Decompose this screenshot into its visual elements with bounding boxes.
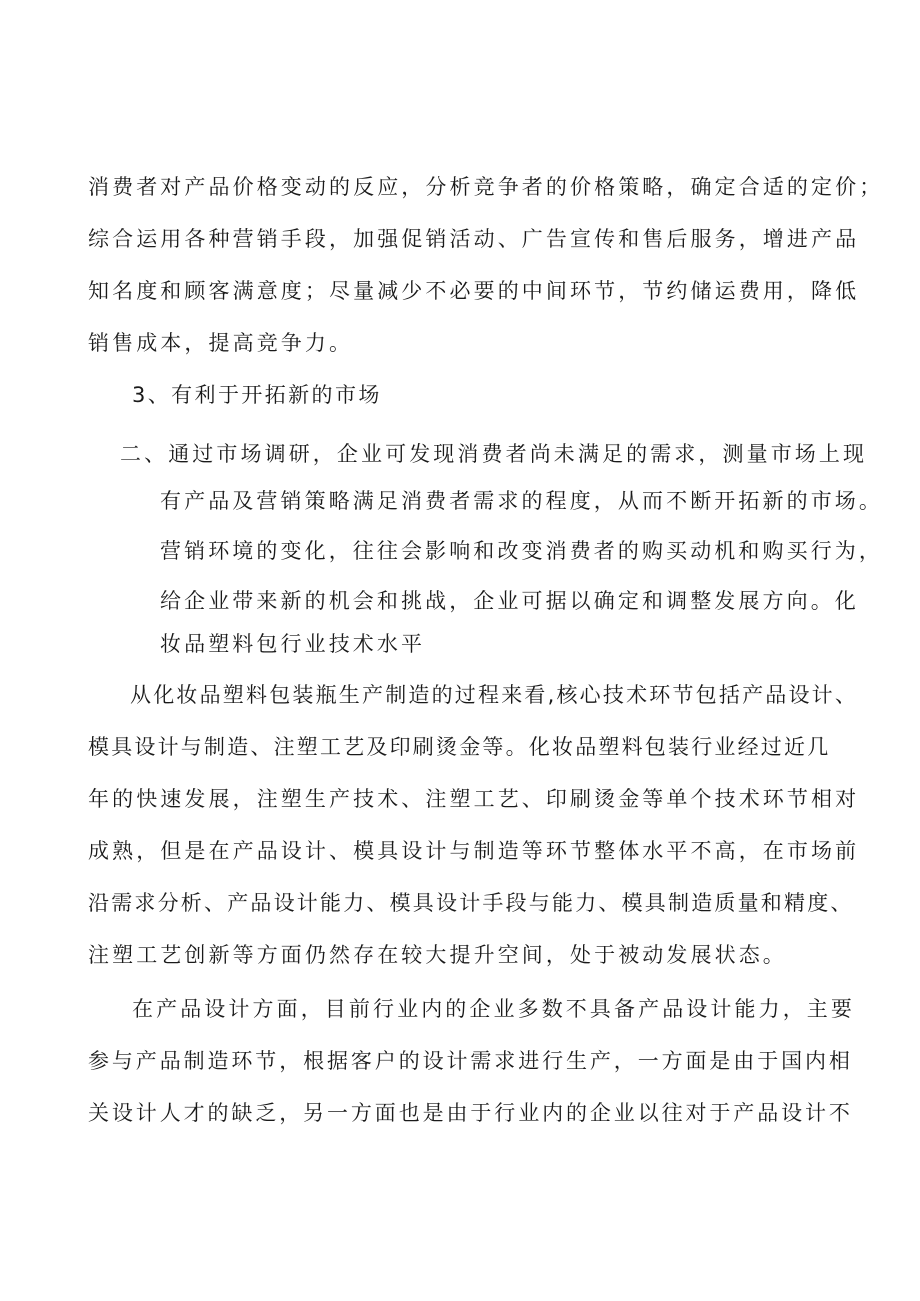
- paragraph-line: 销售成本，提高竞争力。: [88, 331, 354, 355]
- list-item-line: 营销环境的变化，往往会影响和改变消费者的购买动机和购买行为，: [160, 539, 883, 563]
- list-item-line: 妆品塑料包行业技术水平: [160, 632, 426, 656]
- list-item-line: 给企业带来新的机会和挑战，企业可据以确定和调整发展方向。化: [160, 589, 859, 613]
- paragraph-line: 综合运用各种营销手段，加强促销活动、广告宣传和售后服务，增进产品: [88, 227, 860, 251]
- paragraph-line: 知名度和顾客满意度；尽量减少不必要的中间环节，节约储运费用，降低: [88, 279, 860, 303]
- list-item-line: 有产品及营销策略满足消费者需求的程度，从而不断开拓新的市场。: [160, 489, 883, 513]
- paragraph-line: 沿需求分析、产品设计能力、模具设计手段与能力、模具制造质量和精度、: [88, 891, 854, 915]
- paragraph-line: 模具设计与制造、注塑工艺及印刷烫金等。化妆品塑料包装行业经过近几: [88, 735, 831, 759]
- paragraph-line: 关设计人才的缺乏，另一方面也是由于行业内的企业以往对于产品设计不: [88, 1101, 853, 1125]
- list-item-line: 二、通过市场调研，企业可发现消费者尚未满足的需求，测量市场上现: [120, 442, 868, 466]
- paragraph-line: 成熟，但是在产品设计、模具设计与制造等环节整体水平不高，在市场前: [88, 839, 860, 863]
- section-heading: 3、有利于开拓新的市场: [132, 383, 382, 407]
- paragraph-line: 从化妆品塑料包装瓶生产制造的过程来看,核心技术环节包括产品设计、: [130, 683, 859, 707]
- paragraph-line: 年的快速发展，注塑生产技术、注塑工艺、印刷烫金等单个技术环节相对: [88, 787, 860, 811]
- paragraph-line: 注塑工艺创新等方面仍然存在较大提升空间，处于被动发展状态。: [88, 943, 787, 967]
- paragraph-line: 参与产品制造环节，根据客户的设计需求进行生产，一方面是由于国内相: [88, 1049, 853, 1073]
- paragraph-line: 在产品设计方面，目前行业内的企业多数不具备产品设计能力，主要: [132, 997, 855, 1021]
- paragraph-line: 消费者对产品价格变动的反应，分析竞争者的价格策略，确定合适的定价；: [88, 175, 884, 199]
